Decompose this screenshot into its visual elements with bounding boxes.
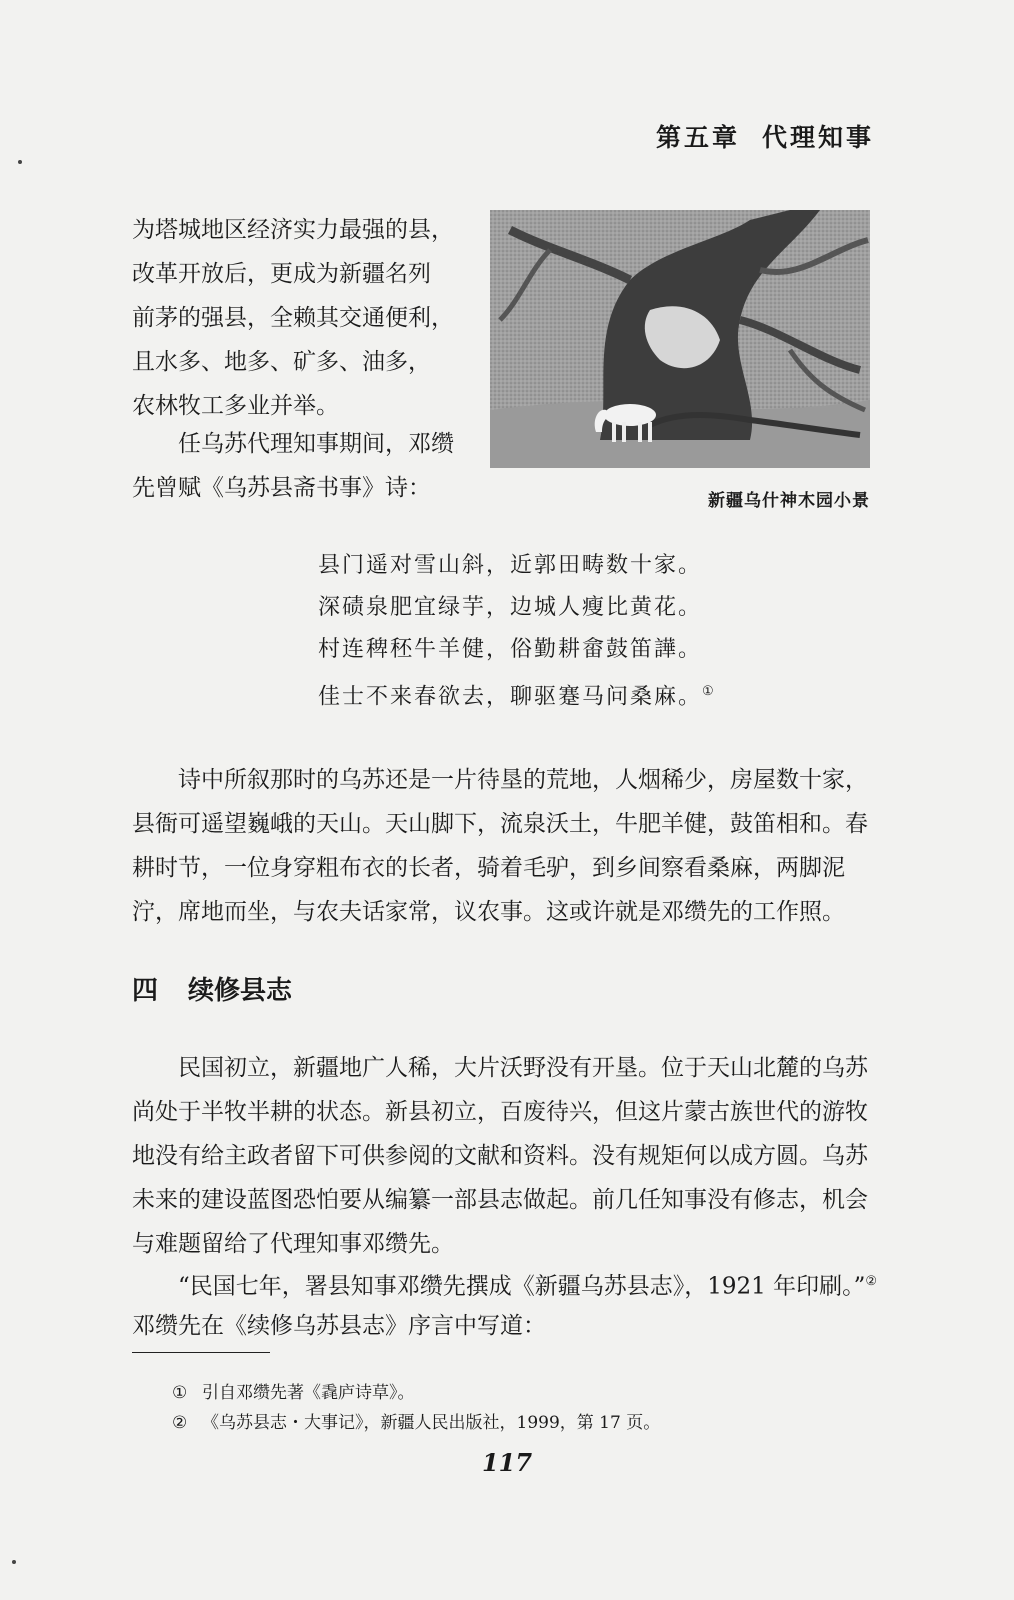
paragraph-3: 诗中所叙那时的乌苏还是一片待垦的荒地，人烟稀少，房屋数十家，县衙可遥望巍峨的天山。天山脚下，流泉沃土，牛肥羊健，鼓笛相和。春耕时节，一位身穿粗布衣的长者，骑着毛驴，到乡间察看桑麻，两脚泥泞，席地而坐，与农夫话家常，议农事。这或许就是邓缵先的工作照。 (132, 767, 868, 925)
section-heading (132, 970, 292, 1007)
chapter-label: 第五章 (655, 123, 740, 152)
poem-line-with-note (318, 671, 716, 718)
section-number: 四 (132, 976, 159, 1006)
section-title: 续修县志 (188, 976, 293, 1006)
text-line: 前茅的强县，全赖其交通便利， (132, 305, 454, 331)
paragraph-2 (132, 422, 472, 510)
paragraph-4: 民国初立，新疆地广人稀，大片沃野没有开垦。位于天山北麓的乌苏尚处于半牧半耕的状态。新县初立，百废待兴，但这片蒙古族世代的游牧地没有给主政者留下可供参阅的文献和资料。没有规矩何以成方圆。乌苏未来的建设蓝图恐怕要从编纂一部县志做起。前几任知事没有修志，机会与难题留给了代理知事邓缵先。 (132, 1055, 868, 1257)
footnote-ref-2[interactable]: ② (865, 1274, 878, 1289)
text-line: 先曾赋《乌苏县斋书事》诗： (132, 475, 431, 501)
footnote-mark: ① (172, 1383, 188, 1403)
figure-caption: 新疆乌什神木园小景 (708, 491, 870, 511)
poem-line: 县门遥对雪山斜，近郭田畴数十家。 (318, 553, 703, 578)
footnote-text: 《乌苏县志・大事记》，新疆人民出版社，1999，第 17 页。 (202, 1413, 661, 1433)
tree-photo (490, 210, 870, 468)
scan-speck (12, 1560, 16, 1564)
tree-photo-image (490, 210, 870, 468)
footnote-divider (132, 1352, 270, 1353)
footnote-mark: ② (172, 1413, 188, 1433)
paragraph-1 (132, 208, 472, 428)
text-line: 为塔城地区经济实力最强的县， (132, 217, 454, 243)
text-line: 改革开放后，更成为新疆名列 (132, 261, 431, 287)
poem (318, 545, 716, 718)
footnote-ref-1[interactable]: ① (702, 684, 716, 699)
scan-speck (18, 160, 22, 164)
paragraph-6: 邓缵先在《续修乌苏县志》序言中写道： (132, 1313, 546, 1339)
poem-line-text: 佳士不来春欲去，聊驱蹇马问桑麻。 (318, 684, 703, 710)
poem-line: 深碛泉肥宜绿芋，边城人瘦比黄花。 (318, 595, 703, 620)
footnote-2 (172, 1408, 660, 1438)
text-line: 任乌苏代理知事期间，邓缵 (178, 431, 454, 457)
footnotes (172, 1378, 660, 1438)
chapter-title: 代理知事 (761, 123, 874, 152)
text-line: 且水多、地多、矿多、油多， (132, 349, 431, 375)
figure (490, 210, 870, 511)
page-number: 117 (481, 1448, 533, 1477)
running-head (656, 118, 874, 154)
quote-text: “民国七年，署县知事邓缵先撰成《新疆乌苏县志》，1921 年印刷。” (178, 1273, 866, 1300)
footnote-1 (172, 1378, 660, 1408)
poem-line: 村连稗秠牛羊健，俗勤耕畲鼓笛譁。 (318, 637, 703, 662)
paragraph-5 (132, 1260, 882, 1309)
footnote-text: 引自邓缵先著《毳庐诗草》。 (202, 1383, 415, 1403)
text-line: 农林牧工多业并举。 (132, 393, 339, 419)
